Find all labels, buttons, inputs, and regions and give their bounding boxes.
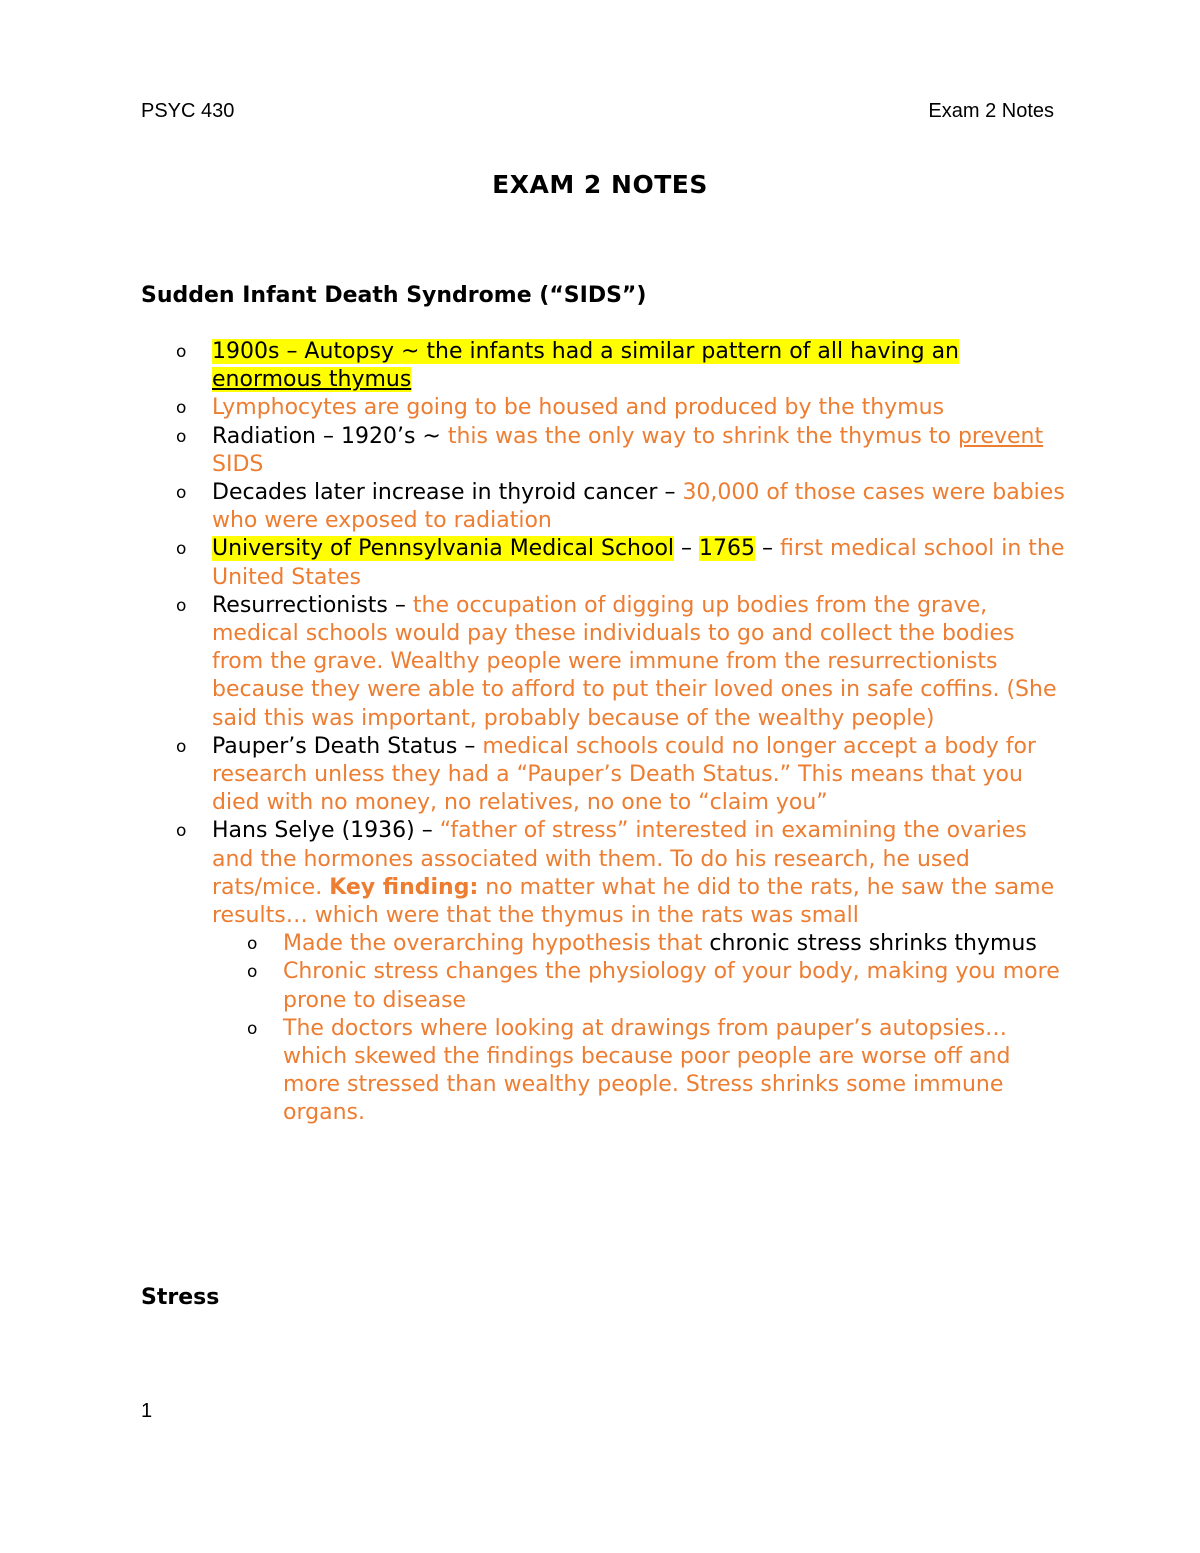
list-subitem: [247, 1015, 1072, 1128]
item-term: Radiation – 1920’s ~: [212, 423, 448, 449]
bullet-marker: o: [247, 1018, 258, 1039]
item-separator: –: [755, 536, 781, 562]
item-text: this was the only way to shrink the thymus to: [447, 423, 958, 449]
bullet-marker: o: [176, 821, 187, 842]
item-key-finding-label: Key finding:: [329, 874, 479, 900]
item-term-highlighted: University of Pennsylvania Medical School: [212, 536, 675, 562]
item-term: Hans Selye (1936) –: [212, 818, 440, 844]
bullet-marker: o: [176, 539, 187, 560]
list-item: [176, 338, 1072, 394]
item-term: Decades later increase in thyroid cancer –: [212, 480, 683, 506]
list-item: [176, 535, 1072, 591]
item-text: Lymphocytes are going to be housed and produced by the thymus: [212, 395, 945, 421]
bullet-marker: o: [176, 342, 187, 362]
item-text: SIDS: [212, 451, 264, 477]
item-text: the occupation of digging up bodies from the grave, medical schools would pay these individuals to go and collect the bodies from the grave. Wealthy people were immune from the resurrectionists because they were able to afford to put their loved ones in safe coffins. (She said this was important, probably because of the wealthy people): [212, 592, 1057, 731]
section-heading-sids: Sudden Infant Death Syndrome (“SIDS”): [141, 283, 647, 308]
page-number: 1: [141, 1400, 153, 1422]
sids-bullet-list: [176, 338, 1072, 1128]
list-item: [176, 423, 1072, 479]
item-text: The doctors where looking at drawings from pauper’s autopsies… which skewed the findings because poor people are worse off and more stressed than wealthy people. Stress shrinks some immune organs.: [283, 1015, 1011, 1126]
list-item: [176, 479, 1072, 535]
item-text: Made the overarching hypothesis that: [283, 931, 710, 957]
item-year-highlighted: 1765: [699, 536, 756, 562]
bullet-marker: o: [247, 934, 258, 955]
item-text: Chronic stress changes the physiology of your body, making you more prone to disease: [283, 959, 1060, 1013]
sub-bullet-list: [212, 930, 1072, 1127]
item-text: 1900s – Autopsy ~ the infants had a similar pattern of all having an: [212, 339, 960, 364]
list-item: [176, 592, 1072, 733]
bullet-marker: o: [176, 595, 187, 616]
item-text-underlined: enormous thymus: [212, 367, 412, 393]
item-text: “father of stress” interested in examining the ovaries and the hormones associated with them. To do his research, he used rats/mice.: [212, 818, 1027, 900]
list-subitem: [247, 958, 1072, 1014]
list-item: [176, 394, 1072, 422]
bullet-marker: o: [176, 426, 187, 447]
list-item: [176, 817, 1072, 1127]
item-text: first medical school in the United States: [212, 536, 1065, 590]
item-term: Pauper’s Death Status –: [212, 733, 483, 759]
item-text: 30,000 of those cases were babies who were exposed to radiation: [212, 480, 1065, 534]
item-text: no matter what he did to the rats, he saw the same results… which were that the thymus in the rats was small: [212, 874, 1055, 929]
item-separator: –: [674, 536, 700, 562]
item-term: chronic stress shrinks thymus: [709, 931, 1037, 957]
section-heading-stress: Stress: [141, 1285, 220, 1310]
bullet-marker: o: [176, 483, 187, 504]
bullet-marker: o: [176, 736, 187, 757]
header-course: PSYC 430: [141, 100, 235, 122]
item-text-underlined: prevent: [957, 423, 1044, 449]
item-text: medical schools could no longer accept a body for research unless they had a “Pauper’s Death Status.” This means that you died with no money, no relatives, no one to “claim you”: [212, 733, 1036, 816]
item-term: Resurrectionists –: [212, 592, 413, 618]
header-doc-title: Exam 2 Notes: [928, 100, 1054, 122]
page-title: EXAM 2 NOTES: [492, 170, 708, 199]
list-subitem: [247, 930, 1072, 958]
list-item: [176, 733, 1072, 818]
bullet-marker: o: [247, 962, 258, 983]
bullet-marker: o: [176, 398, 187, 419]
